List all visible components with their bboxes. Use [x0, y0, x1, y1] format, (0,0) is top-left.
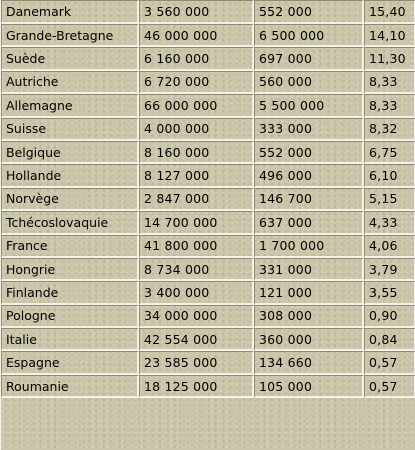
- ratio-cell: 6,10: [364, 164, 415, 187]
- country-statistics-table: [1, 0, 415, 398]
- count-cell: 333 000: [254, 118, 364, 141]
- table-body: [1, 0, 415, 398]
- population-cell: 18 125 000: [139, 375, 254, 398]
- country-cell: Norvège: [1, 188, 139, 211]
- count-cell: 552 000: [254, 0, 364, 24]
- ratio-cell: 8,33: [364, 94, 415, 117]
- table-row: [1, 305, 415, 328]
- country-cell: Hollande: [1, 164, 139, 187]
- table-row: [1, 0, 415, 24]
- table-row: [1, 351, 415, 374]
- population-cell: 3 560 000: [139, 0, 254, 24]
- population-cell: 8 160 000: [139, 141, 254, 164]
- count-cell: 121 000: [254, 281, 364, 304]
- ratio-cell: 5,15: [364, 188, 415, 211]
- table-row: [1, 211, 415, 234]
- population-cell: 42 554 000: [139, 328, 254, 351]
- population-cell: 23 585 000: [139, 351, 254, 374]
- country-cell: Espagne: [1, 351, 139, 374]
- country-cell: Hongrie: [1, 258, 139, 281]
- country-cell: Suisse: [1, 118, 139, 141]
- country-cell: Belgique: [1, 141, 139, 164]
- table-row: [1, 235, 415, 258]
- ratio-cell: 0,90: [364, 305, 415, 328]
- ratio-cell: 4,06: [364, 235, 415, 258]
- count-cell: 1 700 000: [254, 235, 364, 258]
- ratio-cell: 3,55: [364, 281, 415, 304]
- population-cell: 14 700 000: [139, 211, 254, 234]
- count-cell: 146 700: [254, 188, 364, 211]
- country-cell: Roumanie: [1, 375, 139, 398]
- ratio-cell: 0,84: [364, 328, 415, 351]
- ratio-cell: 15,40: [364, 0, 415, 24]
- count-cell: 697 000: [254, 47, 364, 70]
- country-cell: Finlande: [1, 281, 139, 304]
- country-cell: Pologne: [1, 305, 139, 328]
- table-row: [1, 281, 415, 304]
- count-cell: 360 000: [254, 328, 364, 351]
- ratio-cell: 11,30: [364, 47, 415, 70]
- table-row: [1, 188, 415, 211]
- table-row: [1, 24, 415, 47]
- count-cell: 560 000: [254, 71, 364, 94]
- population-cell: 6 720 000: [139, 71, 254, 94]
- ratio-cell: 14,10: [364, 24, 415, 47]
- population-cell: 41 800 000: [139, 235, 254, 258]
- country-cell: Autriche: [1, 71, 139, 94]
- country-cell: Grande-Bretagne: [1, 24, 139, 47]
- table-row: [1, 71, 415, 94]
- table-row: [1, 141, 415, 164]
- table-row: [1, 118, 415, 141]
- population-cell: 4 000 000: [139, 118, 254, 141]
- ratio-cell: 8,32: [364, 118, 415, 141]
- table-row: [1, 94, 415, 117]
- table-row: [1, 47, 415, 70]
- country-cell: Tchécoslovaquie: [1, 211, 139, 234]
- count-cell: 308 000: [254, 305, 364, 328]
- count-cell: 5 500 000: [254, 94, 364, 117]
- count-cell: 637 000: [254, 211, 364, 234]
- ratio-cell: 0,57: [364, 375, 415, 398]
- table-row: [1, 375, 415, 398]
- count-cell: 331 000: [254, 258, 364, 281]
- count-cell: 6 500 000: [254, 24, 364, 47]
- count-cell: 134 660: [254, 351, 364, 374]
- ratio-cell: 8,33: [364, 71, 415, 94]
- population-cell: 46 000 000: [139, 24, 254, 47]
- population-cell: 34 000 000: [139, 305, 254, 328]
- table-row: [1, 164, 415, 187]
- ratio-cell: 3,79: [364, 258, 415, 281]
- country-cell: France: [1, 235, 139, 258]
- table-row: [1, 258, 415, 281]
- count-cell: 552 000: [254, 141, 364, 164]
- population-cell: 2 847 000: [139, 188, 254, 211]
- country-cell: Italie: [1, 328, 139, 351]
- count-cell: 496 000: [254, 164, 364, 187]
- population-cell: 66 000 000: [139, 94, 254, 117]
- population-cell: 8 734 000: [139, 258, 254, 281]
- ratio-cell: 0,57: [364, 351, 415, 374]
- population-cell: 6 160 000: [139, 47, 254, 70]
- country-cell: Danemark: [1, 0, 139, 24]
- population-cell: 8 127 000: [139, 164, 254, 187]
- country-cell: Suède: [1, 47, 139, 70]
- country-cell: Allemagne: [1, 94, 139, 117]
- ratio-cell: 4,33: [364, 211, 415, 234]
- table-row: [1, 328, 415, 351]
- count-cell: 105 000: [254, 375, 364, 398]
- population-cell: 3 400 000: [139, 281, 254, 304]
- ratio-cell: 6,75: [364, 141, 415, 164]
